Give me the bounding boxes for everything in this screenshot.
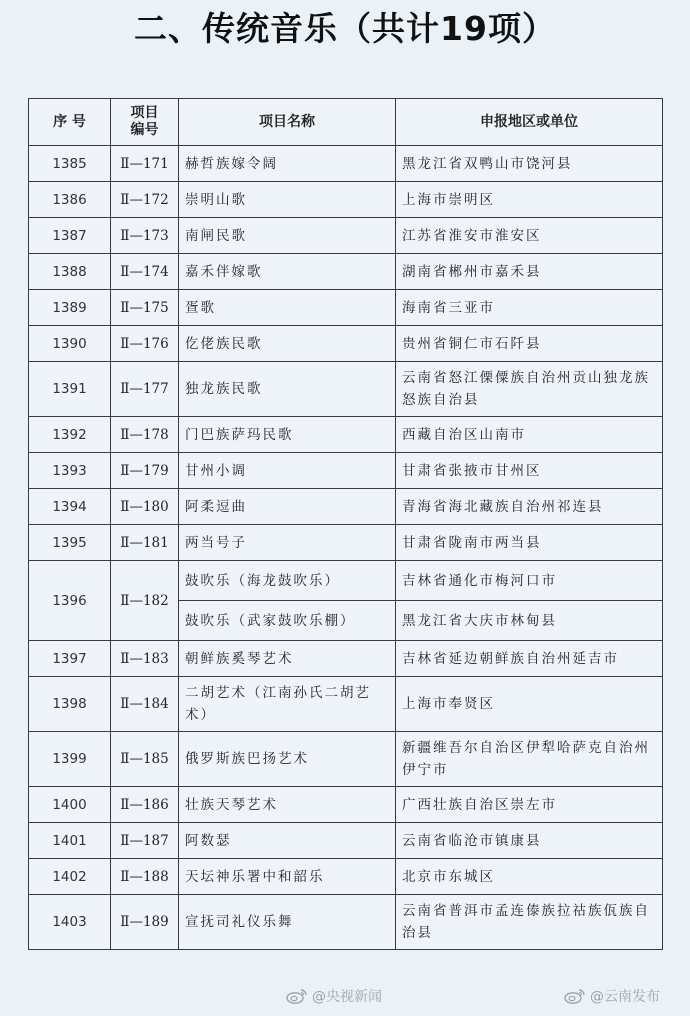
- page-title: 二、传统音乐（共计19项）: [134, 9, 556, 48]
- table-row: [29, 182, 663, 218]
- header-code-line2: 编号: [130, 122, 159, 138]
- table-row: [29, 859, 663, 895]
- row-code: Ⅱ—171: [111, 146, 179, 182]
- row-name: 壮族天琴艺术: [179, 787, 396, 823]
- row-name: 鼓吹乐（武家鼓吹乐棚）: [179, 601, 396, 641]
- row-name: 阿数瑟: [179, 823, 396, 859]
- table-header-row: [29, 99, 663, 146]
- table-row: [29, 326, 663, 362]
- row-code: Ⅱ—173: [111, 218, 179, 254]
- row-region: 云南省普洱市孟连傣族拉祜族佤族自治县: [396, 895, 663, 950]
- row-region: 海南省三亚市: [396, 290, 663, 326]
- row-seq: 1386: [29, 182, 111, 218]
- header-seq: 序 号: [29, 99, 111, 146]
- row-name: 独龙族民歌: [179, 362, 396, 417]
- row-region: 湖南省郴州市嘉禾县: [396, 254, 663, 290]
- row-seq: 1402: [29, 859, 111, 895]
- row-seq: 1391: [29, 362, 111, 417]
- watermark-right-text: @云南发布: [590, 989, 660, 1005]
- table-row: [29, 362, 663, 417]
- row-region: 江苏省淮安市淮安区: [396, 218, 663, 254]
- row-seq: 1403: [29, 895, 111, 950]
- row-name: 二胡艺术（江南孙氏二胡艺术）: [179, 677, 396, 732]
- table-row: [29, 823, 663, 859]
- table-row: [29, 641, 663, 677]
- row-name: 嘉禾伴嫁歌: [179, 254, 396, 290]
- row-code: Ⅱ—185: [111, 732, 179, 787]
- watermark-cctv-news: [286, 986, 382, 1006]
- row-seq: 1390: [29, 326, 111, 362]
- row-name: 鼓吹乐（海龙鼓吹乐）: [179, 561, 396, 601]
- table-row: [29, 254, 663, 290]
- row-name: 甘州小调: [179, 453, 396, 489]
- row-name: 两当号子: [179, 525, 396, 561]
- table-row: [29, 525, 663, 561]
- row-code: Ⅱ—177: [111, 362, 179, 417]
- row-seq: 1393: [29, 453, 111, 489]
- row-name: 赫哲族嫁令阔: [179, 146, 396, 182]
- table-row: [29, 218, 663, 254]
- row-region: 新疆维吾尔自治区伊犁哈萨克自治州伊宁市: [396, 732, 663, 787]
- header-name: 项目名称: [179, 99, 396, 146]
- header-region: 申报地区或单位: [396, 99, 663, 146]
- table-row: [29, 489, 663, 525]
- table-row: [29, 453, 663, 489]
- row-region: 黑龙江省双鸭山市饶河县: [396, 146, 663, 182]
- row-code: Ⅱ—179: [111, 453, 179, 489]
- watermark-left-text: @央视新闻: [312, 989, 382, 1005]
- row-name: 天坛神乐署中和韶乐: [179, 859, 396, 895]
- row-region: 北京市东城区: [396, 859, 663, 895]
- row-region: 广西壮族自治区崇左市: [396, 787, 663, 823]
- row-seq: 1400: [29, 787, 111, 823]
- row-name: 朝鲜族奚琴艺术: [179, 641, 396, 677]
- row-region: 吉林省通化市梅河口市: [396, 561, 663, 601]
- heritage-table: [28, 98, 663, 950]
- header-code-line1: 项目: [130, 105, 159, 121]
- row-region: 上海市崇明区: [396, 182, 663, 218]
- table-row: [29, 895, 663, 950]
- row-seq: 1392: [29, 417, 111, 453]
- row-name: 俄罗斯族巴扬艺术: [179, 732, 396, 787]
- row-name: 门巴族萨玛民歌: [179, 417, 396, 453]
- row-name: 宣抚司礼仪乐舞: [179, 895, 396, 950]
- row-region: 云南省临沧市镇康县: [396, 823, 663, 859]
- row-region: 甘肃省张掖市甘州区: [396, 453, 663, 489]
- row-code: Ⅱ—187: [111, 823, 179, 859]
- row-region: 上海市奉贤区: [396, 677, 663, 732]
- watermark-yunnan-release: [564, 986, 660, 1006]
- row-code: Ⅱ—180: [111, 489, 179, 525]
- row-code: Ⅱ—186: [111, 787, 179, 823]
- row-name: 南闸民歌: [179, 218, 396, 254]
- row-code: Ⅱ—184: [111, 677, 179, 732]
- row-code: Ⅱ—176: [111, 326, 179, 362]
- row-code: Ⅱ—178: [111, 417, 179, 453]
- table-row: [29, 732, 663, 787]
- row-seq: 1394: [29, 489, 111, 525]
- row-name: 阿柔逗曲: [179, 489, 396, 525]
- row-region: 青海省海北藏族自治州祁连县: [396, 489, 663, 525]
- table-row: [29, 146, 663, 182]
- row-seq: 1385: [29, 146, 111, 182]
- row-name: 仡佬族民歌: [179, 326, 396, 362]
- row-seq: 1388: [29, 254, 111, 290]
- header-code: [111, 99, 179, 146]
- row-region: 西藏自治区山南市: [396, 417, 663, 453]
- table-row: [29, 677, 663, 732]
- row-seq: 1396: [29, 561, 111, 641]
- row-code: Ⅱ—183: [111, 641, 179, 677]
- row-region: 甘肃省陇南市两当县: [396, 525, 663, 561]
- row-seq: 1397: [29, 641, 111, 677]
- row-region: 吉林省延边朝鲜族自治州延吉市: [396, 641, 663, 677]
- row-code: Ⅱ—175: [111, 290, 179, 326]
- row-code: Ⅱ—174: [111, 254, 179, 290]
- row-code: Ⅱ—189: [111, 895, 179, 950]
- table-row: [29, 417, 663, 453]
- row-name: 疍歌: [179, 290, 396, 326]
- weibo-icon: [286, 988, 308, 1004]
- weibo-icon: [564, 988, 586, 1004]
- row-region: 贵州省铜仁市石阡县: [396, 326, 663, 362]
- row-seq: 1401: [29, 823, 111, 859]
- row-seq: 1387: [29, 218, 111, 254]
- table-row: [29, 561, 663, 601]
- row-seq: 1389: [29, 290, 111, 326]
- row-region: 黑龙江省大庆市林甸县: [396, 601, 663, 641]
- row-seq: 1395: [29, 525, 111, 561]
- row-seq: 1399: [29, 732, 111, 787]
- row-code: Ⅱ—188: [111, 859, 179, 895]
- row-code: Ⅱ—182: [111, 561, 179, 641]
- table-row: [29, 787, 663, 823]
- row-region: 云南省怒江傈僳族自治州贡山独龙族怒族自治县: [396, 362, 663, 417]
- row-code: Ⅱ—181: [111, 525, 179, 561]
- row-seq: 1398: [29, 677, 111, 732]
- row-code: Ⅱ—172: [111, 182, 179, 218]
- table-row: [29, 290, 663, 326]
- row-name: 崇明山歌: [179, 182, 396, 218]
